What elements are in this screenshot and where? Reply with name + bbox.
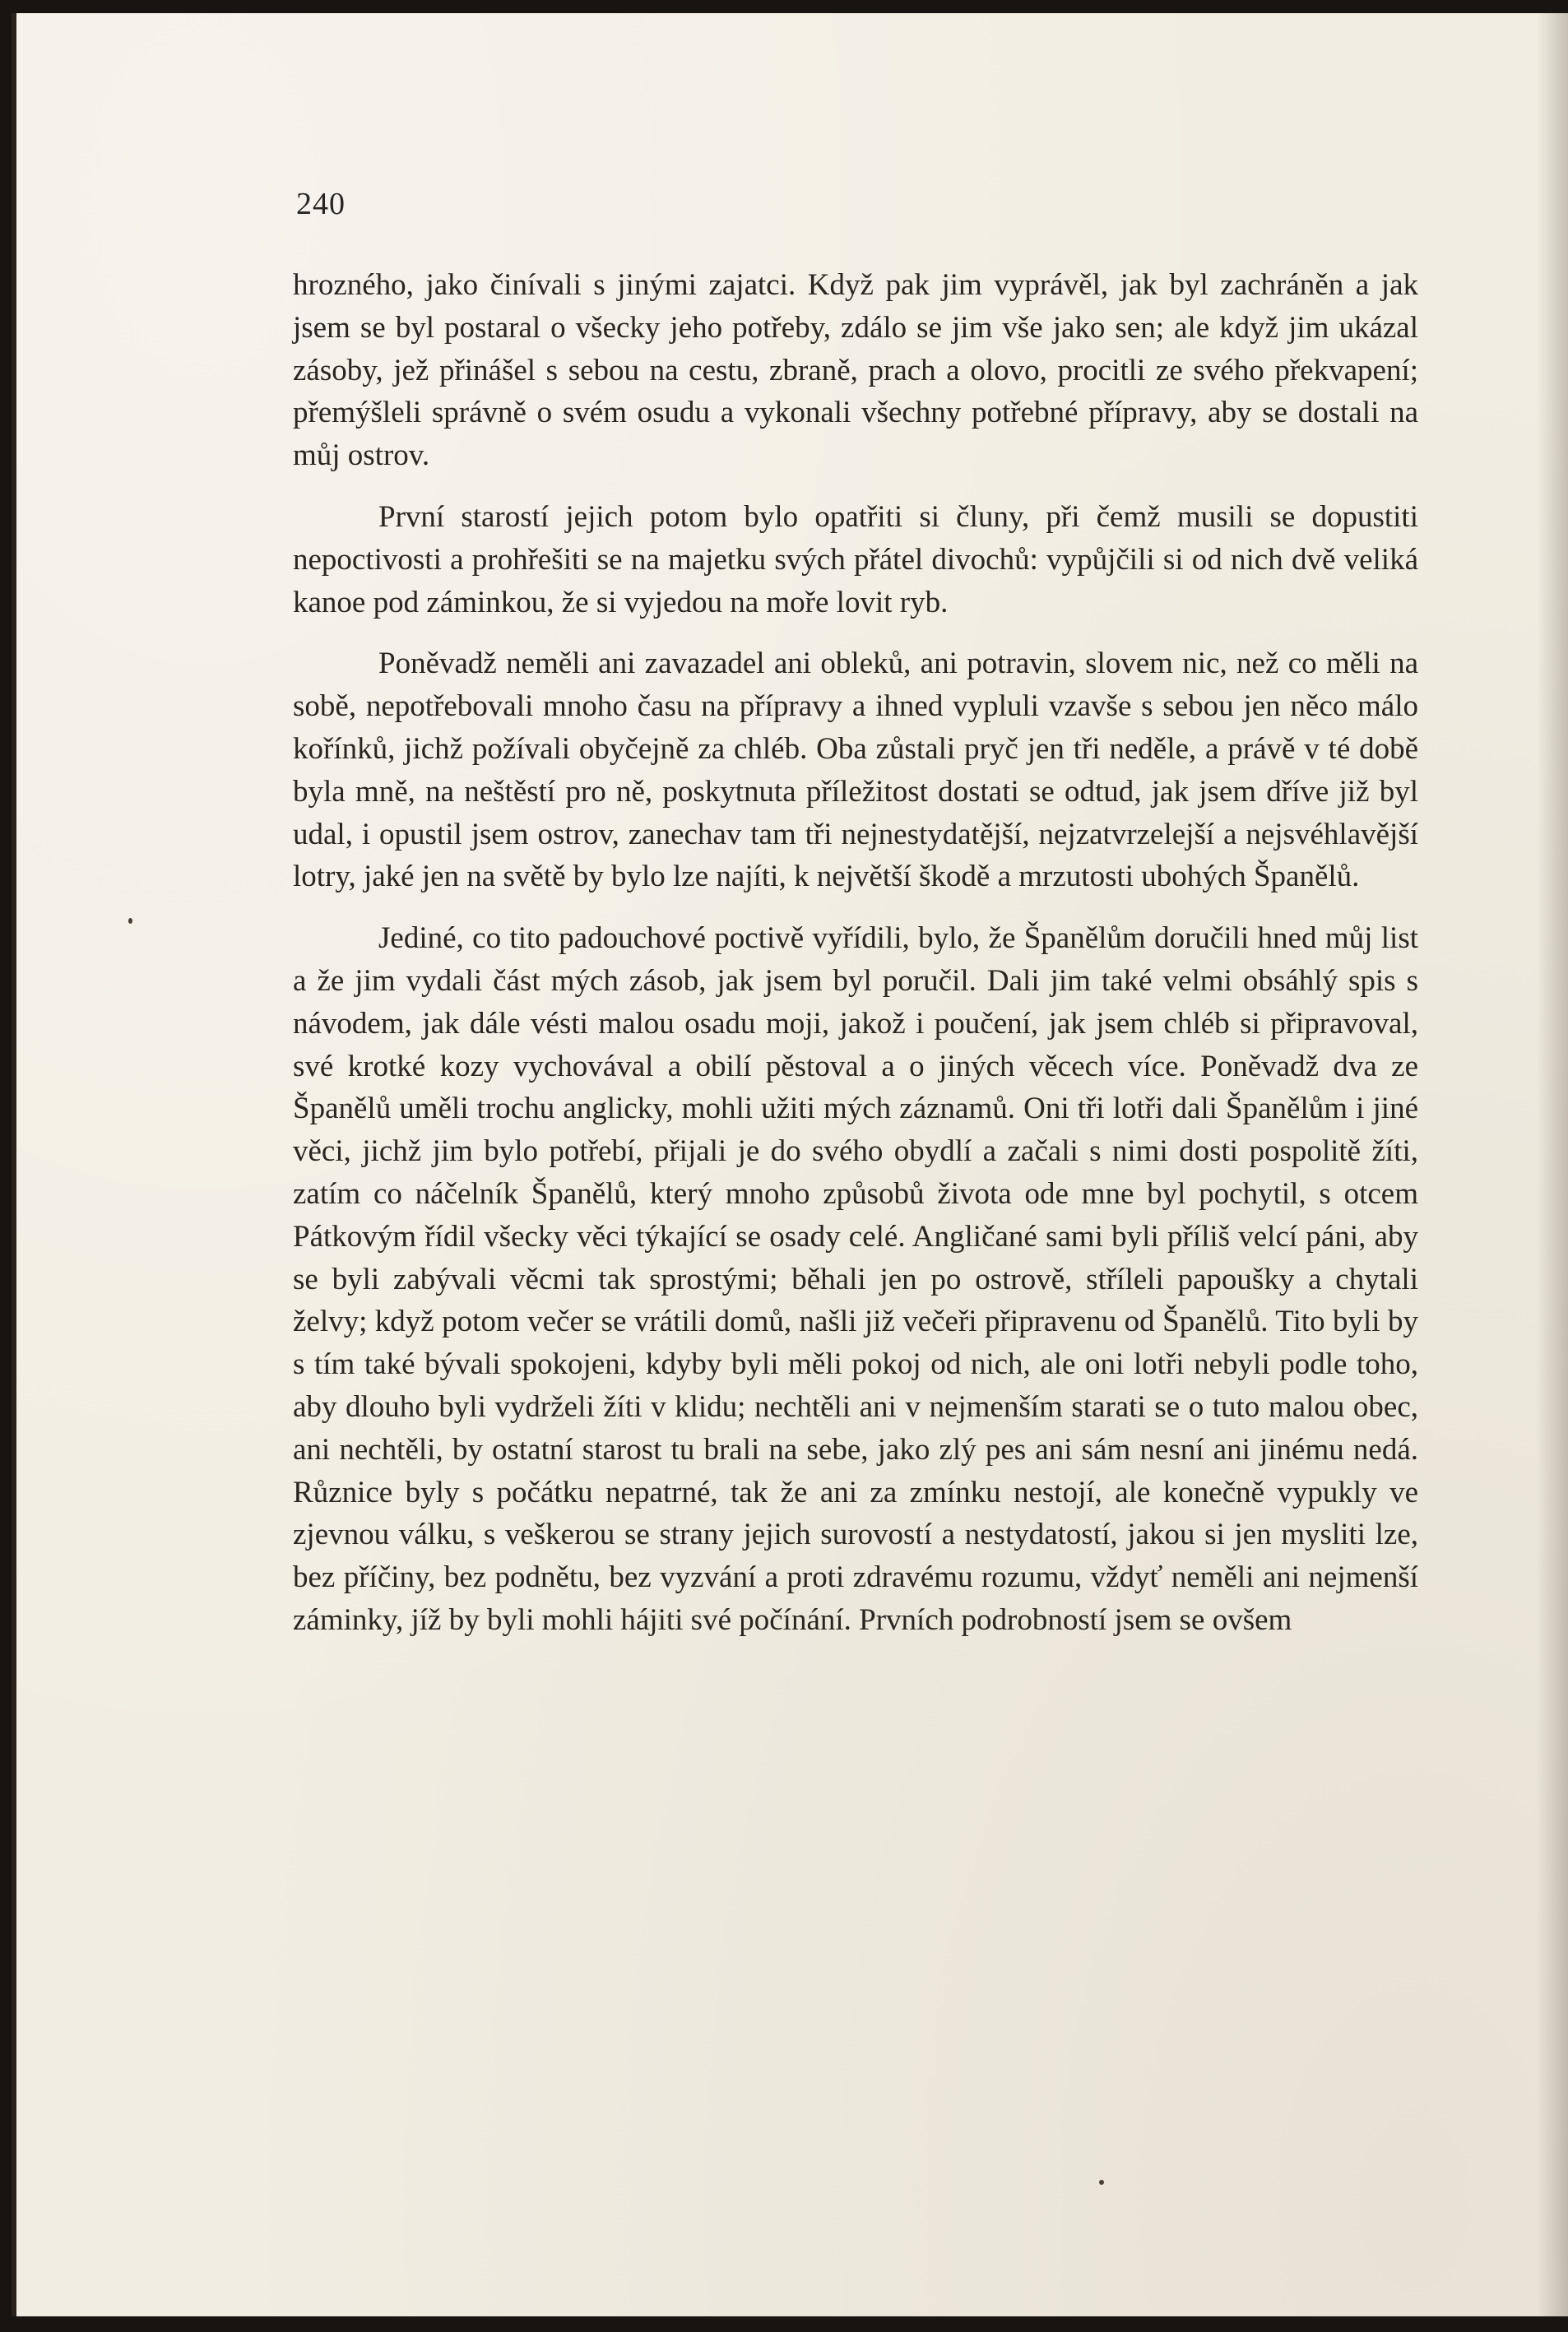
paragraph: Poněvadž neměli ani zavazadel ani obleků, ani potravin, slovem nic, než co měli na sobě, nepotřebovali mnoho času na přípravy a ihned vypluli vzavše s sebou jen něco málo kořínků, jichž požívali obyčejně za chléb. Oba zůstali pryč jen tři neděle, a právě v té době byla mně, na neštěstí pro ně, poskytnuta příležitost dostati se odtud, jak jsem dříve již byl udal, i opustil jsem ostrov, zanechav tam tři nejnestydatější, nejzatvrzelejší a nejsvéhlavější lotry, jaké jen na světě by bylo lze najíti, k největší škodě a mrzutosti ubohých Španělů. — [293, 647, 1418, 894]
paragraph-continued: hrozného, jako činívali s jinými zajatci. Když pak jim vyprávěl, jak byl zachráněn a jak jsem se byl postaral o všecky jeho potřeby, zdálo se jim vše jako sen; ale když jim ukázal zásoby, jež přinášel s sebou na cestu, zbraně, prach a olovo, procitli ze svého překvapení; přemýšleli správně o svém osudu a vykonali všechny potřebné přípravy, aby se dostali na můj ostrov. — [293, 268, 1418, 473]
paper-speck — [128, 918, 132, 924]
page-number: 240 — [296, 187, 346, 221]
paragraph: První starostí jejich potom bylo opatřiti si čluny, při čemž musili se dopustiti nepoctivosti a prohřešiti se na majetku svých přátel divochů: vypůjčili si od nich dvě veliká kanoe pod záminkou, že si vyjedou na moře lovit ryb. — [293, 499, 1418, 619]
page-spine-shadow — [1537, 13, 1568, 2316]
paragraph: Jediné, co tito padouchové poctivě vyřídili, bylo, že Španělům doručili hned můj list a že jim vydali část mých zásob, jak jsem byl poručil. Dali jim také velmi obsáhlý spis s návodem, jak dále vésti malou osadu moji, jakož i poučení, jak jsem chléb si připravoval, své krotké kozy vychovával a obilí pěstoval a o jiných věcech více. Poněvadž dva ze Španělů uměli trochu anglicky, mohli užiti mých záznamů. Oni tři lotři dali Španělům i jiné věci, jichž jim bylo potřebí, přijali je do svého obydlí a začali s nimi dosti pospolitě žíti, zatím co náčelník Španělů, který mnoho způsobů života ode mne byl pochytil, s otcem Pátkovým řídil všecky věci týkající se osady celé. Angličané sami byli příliš velcí páni, aby se byli zabývali věcmi tak sprostými; běhali jen po ostrově, stříleli papoušky a chytali želvy; když potom večer se vrátili domů, našli již večeři připravenu od Španělů. Tito byli by s tím také bývali spokojeni, kdyby byli měli pokoj od nich, ale oni lotři nebyli podle toho, aby dlouho byli vydrželi žíti v klidu; nechtěli ani v nejmenším starati se o tuto malou obec, ani nechtěli, by ostatní starost tu brali na sebe, jako zlý pes ani sám nesní ani jinému nedá. Různice byly s počátku nepatrné, tak že ani za zmínku nestojí, ale konečně vypukly ve zjevnou válku, s veškerou se strany jejich surovostí a nestydatostí, jakou si jen mysliti lze, bez příčiny, bez podnětu, bez vyzvání a proti zdravému rozumu, vždyť neměli ani nejmenší záminky, jíž by byli mohli hájiti své počínání. Prvních podrobností jsem se ovšem — [293, 921, 1418, 1637]
paper-speck — [1099, 2180, 1104, 2185]
body-text — [293, 264, 1418, 1661]
book-page — [12, 13, 1568, 2316]
